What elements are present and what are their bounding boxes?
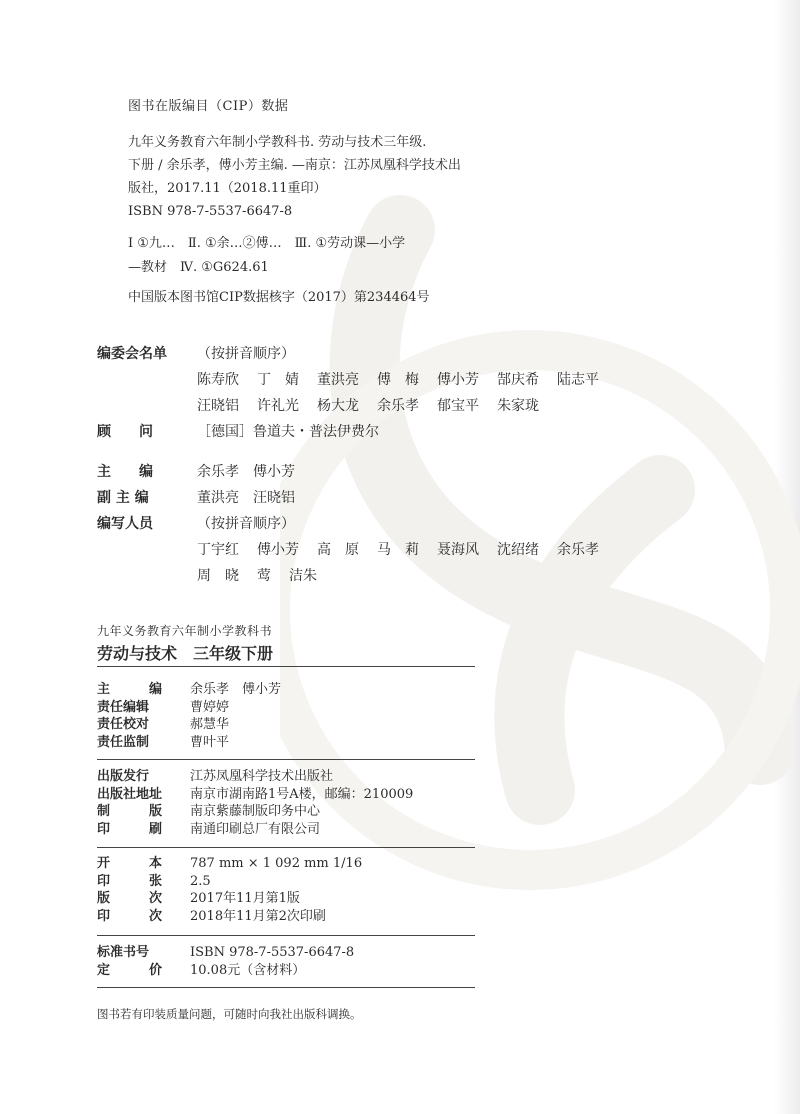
cip-record-number: 中国版本图书馆CIP数据核字（2017）第234464号 (128, 290, 430, 305)
info-value: 787 mm × 1 092 mm 1/16 (190, 856, 363, 871)
deputy-editor-value: 董洪亮 汪晓铝 (197, 490, 295, 506)
board-member: 陆志平 (557, 372, 599, 388)
info-label: 责任编辑 (97, 699, 150, 715)
chief-editor-value: 余乐孝 傅小芳 (197, 464, 295, 480)
deputy-editor-row (97, 485, 657, 511)
info-label: 印 次 (97, 908, 163, 924)
writers-row (97, 537, 657, 563)
board-member: 朱家珑 (497, 398, 539, 414)
advisor-label: 顾 问 (97, 424, 153, 440)
info-value: 曹叶平 (190, 734, 230, 750)
board-member: 董洪亮 (317, 372, 359, 388)
board-member: 傅小芳 (437, 372, 479, 388)
board-members-row (97, 393, 657, 419)
cip-heading: 图书在版编目（CIP）数据 (128, 99, 289, 114)
writer: 高 原 (317, 542, 359, 558)
cip-isbn: ISBN 978-7-5537-6647-8 (128, 204, 293, 219)
divider (97, 759, 475, 760)
advisor-row (97, 419, 657, 445)
writers-header-row (97, 511, 657, 537)
deputy-editor-label: 副 主 编 (97, 490, 149, 506)
info-label: 定 价 (97, 962, 163, 978)
info-value: 曹婷婷 (190, 699, 230, 715)
info-label: 印 刷 (97, 821, 163, 837)
writer: 周 晓 (197, 568, 239, 584)
chief-editor-label: 主 编 (97, 464, 153, 480)
writer: 聂海风 (437, 542, 479, 558)
info-label: 出版社地址 (97, 786, 163, 802)
cip-line: 九年义务教育六年制小学教科书. 劳动与技术三年级. (128, 135, 427, 150)
info-value: 南京紫藤制版印务中心 (190, 804, 321, 819)
board-member: 汪晓铝 (197, 398, 239, 414)
board-member: 杨大龙 (317, 398, 359, 414)
info-label: 主 编 (97, 682, 163, 697)
info-value: 江苏凤凰科学技术出版社 (190, 769, 334, 784)
book-series: 九年义务教育六年制小学教科书 (97, 624, 273, 638)
board-order-note: （按拼音顺序） (197, 346, 295, 362)
isbn-value: ISBN 978-7-5537-6647-8 (190, 945, 355, 960)
info-value: 郝慧华 (190, 717, 230, 732)
writer: 沈绍绪 (497, 542, 539, 558)
board-member: 傅 梅 (377, 372, 419, 388)
info-label: 标准书号 (97, 945, 150, 960)
cip-line: 版社，2017.11（2018.11重印） (128, 181, 327, 196)
writer: 傅小芳 (257, 542, 299, 558)
info-value: 南通印刷总厂有限公司 (190, 821, 321, 837)
board-member: 余乐孝 (377, 398, 419, 414)
info-value: 2018年11月第2次印刷 (190, 908, 326, 924)
divider (97, 935, 475, 936)
info-value: 2.5 (190, 873, 211, 889)
info-value: 南京市湖南路1号A楼，邮编：210009 (190, 786, 414, 802)
writers-row (97, 563, 657, 589)
info-label: 印 张 (97, 873, 163, 889)
writer: 马 莉 (377, 542, 419, 558)
cip-line: 下册 / 余乐孝，傅小芳主编. —南京：江苏凤凰科学技术出 (128, 158, 461, 173)
chief-editor-row (97, 459, 657, 485)
writer: 莺 (257, 568, 271, 584)
divider (97, 987, 475, 988)
info-label: 版 次 (97, 891, 163, 906)
board-members-row (97, 367, 657, 393)
info-value: 2017年11月第1版 (190, 891, 300, 906)
divider (97, 666, 475, 667)
board-member: 许礼光 (257, 398, 299, 414)
writers-order-note: （按拼音顺序） (197, 516, 295, 532)
classification-line: Ⅰ ①九… Ⅱ. ①余…②傅… Ⅲ. ①劳动课—小学 (128, 236, 406, 251)
cip-record (128, 131, 488, 223)
writer: 丁宇红 (197, 542, 239, 558)
board-member: 郁宝平 (437, 398, 479, 414)
board-member: 郜庆希 (497, 372, 539, 388)
quality-notice: 图书若有印装质量问题，可随时向我社出版科调换。 (97, 1007, 362, 1021)
info-label: 制 版 (97, 804, 163, 819)
info-label: 开 本 (97, 856, 163, 871)
editorial-committee (97, 341, 657, 589)
classification-line: —教材 Ⅳ. ①G624.61 (128, 260, 269, 275)
board-member: 陈寿欣 (197, 372, 239, 388)
book-title: 劳动与技术 三年级下册 (97, 644, 274, 663)
info-label: 出版发行 (97, 769, 150, 784)
divider (97, 847, 475, 848)
writer: 余乐孝 (557, 542, 599, 558)
advisor-value: ［德国］鲁道夫・普法伊费尔 (197, 424, 379, 440)
info-value: 余乐孝 傅小芳 (190, 682, 282, 697)
writer: 洁朱 (289, 568, 317, 584)
info-label: 责任监制 (97, 734, 150, 750)
cip-classification (128, 232, 405, 280)
board-header-row (97, 341, 657, 367)
board-member: 丁 婧 (257, 372, 299, 388)
writers-label: 编写人员 (97, 516, 153, 532)
board-label: 编委会名单 (97, 346, 167, 362)
price-value: 10.08元（含材料） (190, 962, 306, 978)
info-label: 责任校对 (97, 717, 150, 732)
